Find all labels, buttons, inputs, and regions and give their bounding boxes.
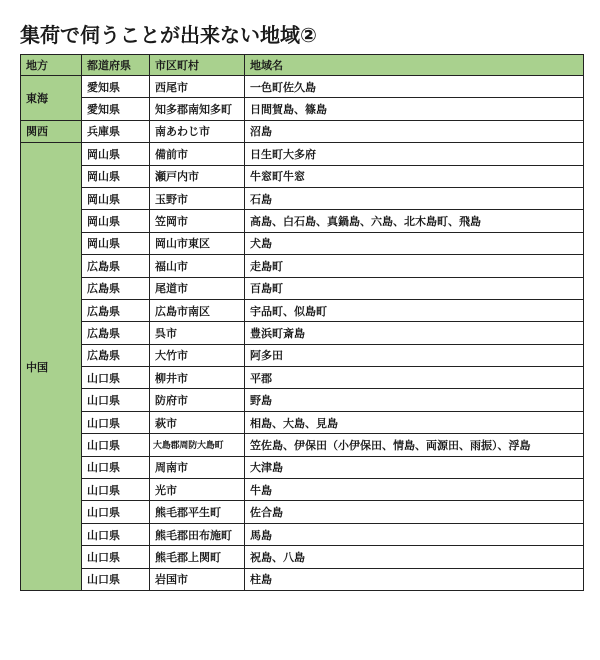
city-cell: 尾道市 bbox=[150, 277, 245, 299]
city-cell: 福山市 bbox=[150, 255, 245, 277]
area-cell: 走島町 bbox=[245, 255, 584, 277]
prefecture-cell: 広島県 bbox=[82, 344, 150, 366]
prefecture-cell: 岡山県 bbox=[82, 210, 150, 232]
table-body bbox=[21, 76, 584, 591]
area-cell: 野島 bbox=[245, 389, 584, 411]
city-cell: 瀬戸内市 bbox=[150, 165, 245, 187]
city-cell: 備前市 bbox=[150, 143, 245, 165]
city-cell: 呉市 bbox=[150, 322, 245, 344]
area-cell: 沼島 bbox=[245, 120, 584, 142]
city-cell: 熊毛郡田布施町 bbox=[150, 523, 245, 545]
table-row bbox=[21, 344, 584, 366]
city-cell: 岡山市東区 bbox=[150, 232, 245, 254]
city-cell: 光市 bbox=[150, 479, 245, 501]
prefecture-cell: 広島県 bbox=[82, 322, 150, 344]
city-cell: 大島郡周防大島町 bbox=[150, 434, 245, 456]
table-row bbox=[21, 479, 584, 501]
area-cell: 石島 bbox=[245, 187, 584, 209]
prefecture-cell: 山口県 bbox=[82, 389, 150, 411]
city-cell: 南あわじ市 bbox=[150, 120, 245, 142]
table-row bbox=[21, 255, 584, 277]
area-cell: 一色町佐久島 bbox=[245, 76, 584, 98]
area-cell: 牛窓町牛窓 bbox=[245, 165, 584, 187]
area-cell: 大津島 bbox=[245, 456, 584, 478]
prefecture-cell: 山口県 bbox=[82, 367, 150, 389]
header-city: 市区町村 bbox=[150, 55, 245, 76]
city-cell: 西尾市 bbox=[150, 76, 245, 98]
table-row bbox=[21, 143, 584, 165]
table-row bbox=[21, 456, 584, 478]
header-prefecture: 都道府県 bbox=[82, 55, 150, 76]
prefecture-cell: 山口県 bbox=[82, 568, 150, 590]
area-cell: 相島、大島、見島 bbox=[245, 411, 584, 433]
table-header bbox=[21, 55, 584, 76]
table-row bbox=[21, 165, 584, 187]
prefecture-cell: 山口県 bbox=[82, 411, 150, 433]
city-cell: 熊毛郡上関町 bbox=[150, 546, 245, 568]
prefecture-cell: 山口県 bbox=[82, 434, 150, 456]
city-cell: 萩市 bbox=[150, 411, 245, 433]
table-row bbox=[21, 434, 584, 456]
region-cell: 関西 bbox=[21, 120, 82, 142]
prefecture-cell: 山口県 bbox=[82, 479, 150, 501]
area-cell: 百島町 bbox=[245, 277, 584, 299]
area-cell: 柱島 bbox=[245, 568, 584, 590]
areas-table bbox=[20, 54, 584, 591]
header-region: 地方 bbox=[21, 55, 82, 76]
city-cell: 熊毛郡平生町 bbox=[150, 501, 245, 523]
prefecture-cell: 愛知県 bbox=[82, 98, 150, 120]
prefecture-cell: 広島県 bbox=[82, 299, 150, 321]
city-cell: 岩国市 bbox=[150, 568, 245, 590]
area-cell: 高島、白石島、真鍋島、六島、北木島町、飛島 bbox=[245, 210, 584, 232]
table-row bbox=[21, 210, 584, 232]
prefecture-cell: 岡山県 bbox=[82, 143, 150, 165]
table-row bbox=[21, 501, 584, 523]
city-cell: 大竹市 bbox=[150, 344, 245, 366]
table-row bbox=[21, 389, 584, 411]
table-row bbox=[21, 299, 584, 321]
area-cell: 平郡 bbox=[245, 367, 584, 389]
prefecture-cell: 岡山県 bbox=[82, 165, 150, 187]
area-cell: 日生町大多府 bbox=[245, 143, 584, 165]
table-row bbox=[21, 98, 584, 120]
area-cell: 豊浜町斎島 bbox=[245, 322, 584, 344]
area-cell: 馬島 bbox=[245, 523, 584, 545]
table-row bbox=[21, 411, 584, 433]
city-cell: 玉野市 bbox=[150, 187, 245, 209]
prefecture-cell: 山口県 bbox=[82, 501, 150, 523]
table-row bbox=[21, 76, 584, 98]
area-cell: 犬島 bbox=[245, 232, 584, 254]
prefecture-cell: 山口県 bbox=[82, 523, 150, 545]
city-cell: 柳井市 bbox=[150, 367, 245, 389]
table-row bbox=[21, 187, 584, 209]
table-row bbox=[21, 232, 584, 254]
area-cell: 阿多田 bbox=[245, 344, 584, 366]
prefecture-cell: 岡山県 bbox=[82, 187, 150, 209]
area-cell: 祝島、八島 bbox=[245, 546, 584, 568]
table-row bbox=[21, 568, 584, 590]
region-cell: 東海 bbox=[21, 76, 82, 121]
prefecture-cell: 広島県 bbox=[82, 277, 150, 299]
city-cell: 周南市 bbox=[150, 456, 245, 478]
header-row bbox=[21, 55, 584, 76]
table-row bbox=[21, 523, 584, 545]
table-row bbox=[21, 546, 584, 568]
prefecture-cell: 山口県 bbox=[82, 456, 150, 478]
region-cell: 中国 bbox=[21, 143, 82, 591]
city-cell: 笠岡市 bbox=[150, 210, 245, 232]
prefecture-cell: 岡山県 bbox=[82, 232, 150, 254]
area-cell: 牛島 bbox=[245, 479, 584, 501]
area-cell: 日間賀島、篠島 bbox=[245, 98, 584, 120]
table-row bbox=[21, 120, 584, 142]
area-cell: 宇品町、似島町 bbox=[245, 299, 584, 321]
prefecture-cell: 愛知県 bbox=[82, 76, 150, 98]
prefecture-cell: 兵庫県 bbox=[82, 120, 150, 142]
prefecture-cell: 広島県 bbox=[82, 255, 150, 277]
city-cell: 知多郡南知多町 bbox=[150, 98, 245, 120]
city-cell: 防府市 bbox=[150, 389, 245, 411]
page-title: 集荷で伺うことが出来ない地域② bbox=[20, 23, 317, 47]
table-row bbox=[21, 277, 584, 299]
header-area: 地域名 bbox=[245, 55, 584, 76]
city-cell: 広島市南区 bbox=[150, 299, 245, 321]
table-row bbox=[21, 322, 584, 344]
area-cell: 笠佐島、伊保田（小伊保田、情島、両源田、雨振）、浮島 bbox=[245, 434, 584, 456]
table-row bbox=[21, 367, 584, 389]
prefecture-cell: 山口県 bbox=[82, 546, 150, 568]
area-cell: 佐合島 bbox=[245, 501, 584, 523]
